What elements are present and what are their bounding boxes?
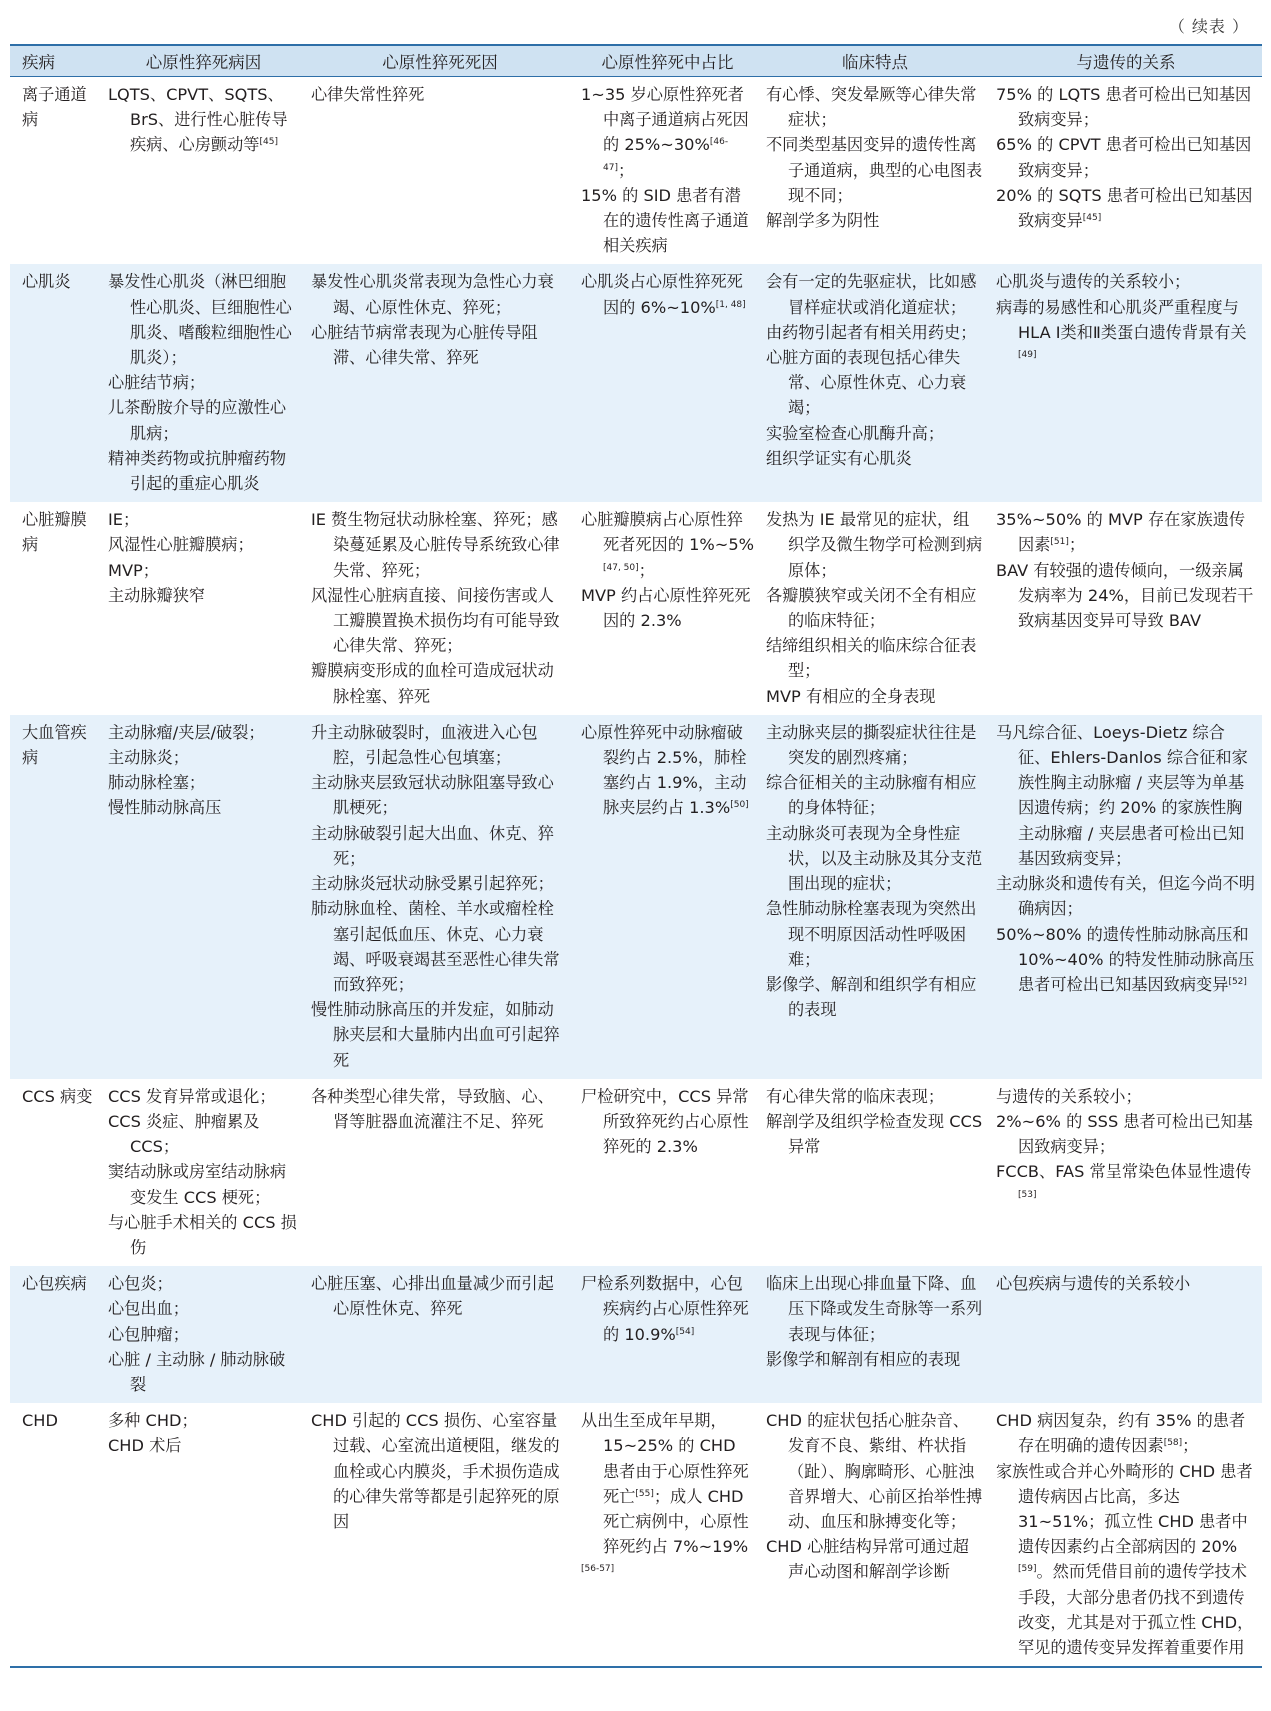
clinical-cell bbox=[760, 1079, 990, 1266]
cell-item bbox=[766, 1347, 984, 1372]
item-text: 儿茶酚胺介导的应激性心肌病； bbox=[108, 398, 287, 443]
cell-item bbox=[311, 269, 569, 319]
header-cause: 心原性猝死死因 bbox=[305, 45, 575, 77]
citation-ref: [1, 48] bbox=[715, 299, 746, 310]
cause-cell bbox=[305, 1266, 575, 1403]
citation-ref: [59] bbox=[1018, 1564, 1037, 1575]
item-text: 心包出血； bbox=[108, 1299, 189, 1319]
etiology-cell bbox=[102, 264, 305, 502]
cell-item bbox=[108, 82, 299, 158]
cell-item bbox=[766, 972, 984, 1022]
item-text: 心脏压塞、心排出血量减少而引起心原性休克、猝死 bbox=[311, 1274, 554, 1319]
cell-item bbox=[108, 446, 299, 496]
cell-item bbox=[766, 633, 984, 683]
citation-ref: [47, 50] bbox=[603, 562, 639, 573]
cell-item bbox=[108, 507, 299, 532]
cell-item bbox=[311, 507, 569, 583]
cell-item bbox=[311, 1271, 569, 1321]
item-text: 多种 CHD； bbox=[108, 1411, 198, 1431]
clinical-cell bbox=[760, 1403, 990, 1667]
cell-item bbox=[996, 82, 1256, 132]
cell-item bbox=[766, 132, 984, 208]
disease-cell: CHD bbox=[22, 1411, 58, 1431]
item-text: 1~35 岁心原性猝死者中离子通道病占死因的 25%~30% bbox=[581, 85, 749, 155]
table-row bbox=[10, 264, 1262, 502]
item-text: 肺动脉血栓、菌栓、羊水或瘤栓栓塞引起低血压、休克、心力衰竭、呼吸衰竭甚至恶性心律失常而致猝死； bbox=[311, 899, 560, 994]
cell-item bbox=[581, 507, 754, 583]
citation-ref: [56-57] bbox=[581, 1564, 615, 1575]
cell-item bbox=[766, 821, 984, 897]
item-text: 20% 的 SQTS 患者可检出已知基因致病变异 bbox=[996, 185, 1253, 231]
cell-item bbox=[996, 1271, 1256, 1296]
cell-item bbox=[311, 997, 569, 1073]
cell-item bbox=[766, 1534, 984, 1584]
item-text: 尸检系列数据中，心包疾病约占心原性猝死的 10.9% bbox=[581, 1274, 749, 1344]
cell-item bbox=[108, 269, 299, 370]
item-text-after: ； bbox=[617, 160, 635, 180]
item-text: 风湿性心脏病直接、间接伤害或人工瓣膜置换术损伤均有可能导致心律失常、猝死； bbox=[311, 585, 560, 656]
item-text: 主动脉炎； bbox=[108, 748, 189, 768]
cell-item bbox=[766, 208, 984, 233]
cell-item bbox=[766, 345, 984, 421]
citation-ref: [45] bbox=[1082, 213, 1102, 224]
table-header-row bbox=[10, 45, 1262, 77]
disease-cell: CCS 病变 bbox=[22, 1086, 93, 1106]
item-text: 心脏瓣膜病占心原性猝死者死因的 1%~5% bbox=[581, 510, 755, 555]
item-text-after: ；成人 CHD 死亡病例中，心原性猝死约占 7%~19% bbox=[603, 1486, 749, 1557]
cell-item bbox=[108, 1433, 299, 1458]
genetics-cell bbox=[990, 264, 1262, 502]
item-text: 2%~6% 的 SSS 患者可检出已知基因致病变异； bbox=[996, 1111, 1253, 1157]
etiology-cell bbox=[102, 715, 305, 1079]
citation-ref: [54] bbox=[675, 1326, 695, 1337]
cell-item bbox=[766, 684, 984, 709]
cell-item bbox=[108, 1210, 299, 1260]
cell-item bbox=[996, 1459, 1256, 1661]
cell-item bbox=[766, 269, 984, 319]
item-text: 临床上出现心排血量下降、血压下降或发生奇脉等一系列表现与体征； bbox=[766, 1274, 983, 1344]
item-text: 主动脉夹层的撕裂症状往往是突发的剧烈疼痛； bbox=[766, 722, 977, 768]
clinical-cell bbox=[760, 715, 990, 1079]
cell-item bbox=[766, 82, 984, 132]
proportion-cell bbox=[575, 502, 760, 715]
cell-item bbox=[766, 446, 984, 471]
item-text: 尸检研究中，CCS 异常所致猝死约占心原性猝死的 2.3% bbox=[581, 1086, 749, 1157]
cell-item bbox=[766, 1084, 984, 1109]
continued-label: （ 续表 ） bbox=[1168, 17, 1249, 36]
item-text: 各瓣膜狭窄或关闭不全有相应的临床特征； bbox=[766, 585, 977, 631]
item-text: 与遗传的关系较小； bbox=[996, 1086, 1142, 1106]
item-text: 解剖学及组织学检查发现 CCS 异常 bbox=[766, 1111, 983, 1157]
item-text: CHD 病因复杂，约有 35% 的患者存在明确的遗传因素 bbox=[996, 1411, 1246, 1456]
item-text: 主动脉破裂引起大出血、休克、猝死； bbox=[311, 823, 554, 868]
cause-cell bbox=[305, 502, 575, 715]
cell-item bbox=[581, 269, 754, 319]
item-text: 有心悸、突发晕厥等心律失常症状； bbox=[766, 85, 977, 130]
item-text: 15% 的 SID 患者有潜在的遗传性离子通道相关疾病 bbox=[581, 185, 749, 256]
item-text-after: ； bbox=[1182, 1436, 1199, 1456]
item-text: 慢性肺动脉高压的并发症，如肺动脉夹层和大量肺内出血可引起猝死 bbox=[311, 1000, 560, 1070]
cause-cell bbox=[305, 77, 575, 265]
item-text: 心律失常性猝死 bbox=[311, 85, 425, 104]
item-text: 影像学和解剖有相应的表现 bbox=[766, 1349, 961, 1369]
table-row bbox=[10, 715, 1262, 1079]
item-text-after: ； bbox=[638, 560, 655, 580]
cell-item bbox=[311, 658, 569, 708]
cell-item bbox=[766, 507, 984, 583]
cell-item bbox=[108, 1296, 299, 1321]
citation-ref: [58] bbox=[1163, 1438, 1183, 1449]
item-text: 病毒的易感性和心肌炎严重程度与 HLA Ⅰ类和Ⅱ类蛋白遗传背景有关 bbox=[996, 297, 1247, 342]
item-text: IE； bbox=[108, 510, 140, 530]
cell-item bbox=[581, 82, 754, 183]
cell-item bbox=[996, 132, 1256, 182]
cell-item bbox=[996, 1109, 1256, 1159]
etiology-cell bbox=[102, 77, 305, 265]
item-text: CHD 术后 bbox=[108, 1436, 182, 1456]
genetics-cell bbox=[990, 1266, 1262, 1403]
disease-cell: 大血管疾病 bbox=[22, 722, 87, 768]
header-genetics: 与遗传的关系 bbox=[990, 45, 1262, 77]
etiology-cell bbox=[102, 1079, 305, 1266]
item-text: MVP 约占心原性猝死死因的 2.3% bbox=[581, 585, 751, 631]
genetics-cell bbox=[990, 77, 1262, 265]
citation-ref: [52] bbox=[1228, 976, 1247, 987]
item-text: 心脏方面的表现包括心律失常、心原性休克、心力衰竭； bbox=[766, 348, 967, 418]
cell-item bbox=[581, 720, 754, 821]
proportion-cell bbox=[575, 1079, 760, 1266]
table-row bbox=[10, 502, 1262, 715]
item-text: CCS 发育异常或退化； bbox=[108, 1086, 276, 1106]
item-text: 暴发性心肌炎（淋巴细胞性心肌炎、巨细胞性心肌炎、嗜酸粒细胞性心肌炎）； bbox=[108, 272, 292, 368]
cause-cell bbox=[305, 715, 575, 1079]
item-text: 各种类型心律失常，导致脑、心、肾等脏器血流灌注不足、猝死 bbox=[311, 1086, 554, 1131]
item-text: IE 赘生物冠状动脉栓塞、猝死；感染蔓延累及心脏传导系统致心律失常、猝死； bbox=[311, 510, 560, 580]
cell-item bbox=[108, 1408, 299, 1433]
item-text: CCS 炎症、肿瘤累及 CCS； bbox=[108, 1111, 260, 1157]
disease-cell: 心脏瓣膜病 bbox=[22, 510, 87, 555]
item-text: CHD 的症状包括心脏杂音、发育不良、紫绀、杵状指（趾）、胸廓畸形、心脏浊音界增大、心前区抬举性搏动、血压和脉搏变化等； bbox=[766, 1411, 983, 1531]
cell-item bbox=[581, 1271, 754, 1347]
clinical-cell bbox=[760, 77, 990, 265]
cell-item bbox=[996, 295, 1256, 371]
cell-item bbox=[108, 795, 299, 820]
item-text: 综合征相关的主动脉瘤有相应的身体特征； bbox=[766, 773, 977, 818]
item-text: 慢性肺动脉高压 bbox=[108, 798, 222, 818]
cell-item bbox=[108, 1084, 299, 1109]
citation-ref: [53] bbox=[1018, 1189, 1037, 1200]
cell-item bbox=[108, 370, 299, 395]
cell-item bbox=[311, 583, 569, 659]
cell-item bbox=[581, 1084, 754, 1160]
cell-item bbox=[108, 532, 299, 557]
item-text: 35%~50% 的 MVP 存在家族遗传因素 bbox=[996, 510, 1246, 555]
item-text: 心肌炎占心原性猝死死因的 6%~10% bbox=[581, 272, 743, 317]
item-text: 家族性或合并心外畸形的 CHD 患者遗传病因占比高，多达 31~51%；孤立性 CHD 患者中遗传因素约占全部病因的 20% bbox=[996, 1461, 1253, 1557]
cell-item bbox=[996, 1408, 1256, 1458]
clinical-cell bbox=[760, 264, 990, 502]
item-text: 瓣膜病变形成的血栓可造成冠状动脉栓塞、猝死 bbox=[311, 661, 554, 706]
item-text: CHD 心脏结构异常可通过超声心动图和解剖学诊断 bbox=[766, 1537, 969, 1582]
disease-cell: 心肌炎 bbox=[22, 272, 71, 292]
cell-item bbox=[766, 1109, 984, 1159]
cell-item bbox=[766, 720, 984, 770]
genetics-cell bbox=[990, 1079, 1262, 1266]
cell-item bbox=[766, 1271, 984, 1347]
item-text: 主动脉炎冠状动脉受累引起猝死； bbox=[311, 874, 554, 894]
cause-cell bbox=[305, 264, 575, 502]
table-row bbox=[10, 77, 1262, 265]
item-text: BAV 有较强的遗传倾向，一级亲属发病率为 24%，目前已发现若干致病基因变异可导致 BAV bbox=[996, 560, 1254, 631]
item-text: 心脏结节病； bbox=[108, 373, 206, 393]
clinical-cell bbox=[760, 1266, 990, 1403]
cell-item bbox=[766, 583, 984, 633]
cell-item bbox=[996, 558, 1256, 634]
cell-item bbox=[311, 1408, 569, 1534]
cell-item bbox=[311, 720, 569, 770]
proportion-cell bbox=[575, 1266, 760, 1403]
proportion-cell bbox=[575, 264, 760, 502]
item-text: 风湿性心脏瓣膜病； bbox=[108, 535, 254, 555]
genetics-cell bbox=[990, 502, 1262, 715]
cell-item bbox=[996, 922, 1256, 998]
cell-item bbox=[311, 82, 569, 107]
header-proportion: 心原性猝死中占比 bbox=[575, 45, 760, 77]
cell-item bbox=[108, 1159, 299, 1209]
cell-item bbox=[108, 1271, 299, 1296]
proportion-cell bbox=[575, 1403, 760, 1667]
cell-item bbox=[108, 1347, 299, 1397]
cell-item bbox=[108, 770, 299, 795]
cell-item bbox=[766, 421, 984, 446]
item-text: 心包炎； bbox=[108, 1274, 173, 1294]
item-text: 解剖学多为阴性 bbox=[766, 211, 880, 231]
item-text: 主动脉炎可表现为全身性症状，以及主动脉及其分支范围出现的症状； bbox=[766, 823, 983, 894]
cause-cell bbox=[305, 1403, 575, 1667]
item-text: 心脏结节病常表现为心脏传导阻滞、心律失常、猝死 bbox=[311, 322, 538, 368]
cell-item bbox=[311, 1084, 569, 1134]
header-disease: 疾病 bbox=[10, 45, 102, 77]
cell-item bbox=[108, 395, 299, 445]
cell-item bbox=[581, 183, 754, 259]
item-text: 急性肺动脉栓塞表现为突然出现不明原因活动性呼吸困难； bbox=[766, 899, 977, 969]
item-text: MVP 有相应的全身表现 bbox=[766, 686, 936, 706]
cell-item bbox=[108, 1322, 299, 1347]
item-text: 主动脉夹层致冠状动脉阻塞导致心肌梗死； bbox=[311, 773, 554, 818]
header-clinical: 临床特点 bbox=[760, 45, 990, 77]
cell-item bbox=[311, 821, 569, 871]
proportion-cell bbox=[575, 715, 760, 1079]
cell-item bbox=[108, 583, 299, 608]
item-text: 马凡综合征、Loeys-Dietz 综合征、Ehlers-Danlos 综合征和家族性胸主动脉瘤 / 夹层等为单基因遗传病；约 20% 的家族性胸主动脉瘤 / 夹层患者可检出已知基因致病变异； bbox=[996, 722, 1248, 868]
header-etiology: 心原性猝死病因 bbox=[102, 45, 305, 77]
item-text: 窦结动脉或房室结动脉病变发生 CCS 梗死； bbox=[108, 1162, 287, 1207]
cause-cell bbox=[305, 1079, 575, 1266]
citation-ref: [45] bbox=[259, 137, 278, 148]
cell-item bbox=[766, 770, 984, 820]
item-text: 会有一定的先驱症状，比如感冒样症状或消化道症状； bbox=[766, 272, 977, 317]
cell-item bbox=[581, 583, 754, 633]
item-text: LQTS、CPVT、SQTS、BrS、进行性心脏传导疾病、心房颤动等 bbox=[108, 85, 288, 155]
cell-item bbox=[108, 1109, 299, 1159]
item-text: 精神类药物或抗肿瘤药物引起的重症心肌炎 bbox=[108, 448, 287, 494]
cell-item bbox=[996, 507, 1256, 557]
cell-item bbox=[766, 896, 984, 972]
table-row bbox=[10, 1403, 1262, 1667]
cell-item bbox=[108, 558, 299, 583]
item-text: 心原性猝死中动脉瘤破裂约占 2.5%，肺栓塞约占 1.9%，主动脉夹层约占 1.3% bbox=[581, 722, 747, 818]
item-text: 主动脉瓣狭窄 bbox=[108, 585, 206, 605]
item-text: 心包肿瘤； bbox=[108, 1324, 189, 1344]
cell-item bbox=[311, 896, 569, 997]
cell-item bbox=[996, 1084, 1256, 1109]
citation-ref: [46-47] bbox=[603, 137, 729, 173]
item-text: 影像学、解剖和组织学有相应的表现 bbox=[766, 974, 977, 1020]
citation-ref: [51] bbox=[1050, 537, 1069, 548]
item-text-after: 。然而凭借目前的遗传学技术手段，大部分患者仍找不到遗传改变，尤其是对于孤立性 CHD，罕见的遗传变异发挥着重要作用 bbox=[1018, 1562, 1254, 1657]
item-text-after: ； bbox=[1068, 535, 1086, 555]
cell-item bbox=[311, 770, 569, 820]
item-text: 心包疾病与遗传的关系较小 bbox=[996, 1274, 1191, 1294]
item-text: 暴发性心肌炎常表现为急性心力衰竭、心原性休克、猝死； bbox=[311, 272, 554, 317]
cell-item bbox=[581, 1559, 754, 1584]
etiology-table bbox=[10, 44, 1262, 1668]
item-text: 50%~80% 的遗传性肺动脉高压和 10%~40% 的特发性肺动脉高压患者可检出已知基因致病变异 bbox=[996, 924, 1255, 994]
item-text: 75% 的 LQTS 患者可检出已知基因致病变异； bbox=[996, 85, 1252, 130]
table-row bbox=[10, 1079, 1262, 1266]
proportion-cell bbox=[575, 77, 760, 265]
cell-item bbox=[108, 720, 299, 745]
cell-item bbox=[996, 871, 1256, 921]
cell-item bbox=[996, 183, 1256, 233]
item-text: 实验室检查心肌酶升高； bbox=[766, 423, 945, 443]
item-text: 有心律失常的临床表现； bbox=[766, 1086, 945, 1106]
cell-item bbox=[996, 1159, 1256, 1209]
cell-item bbox=[108, 745, 299, 770]
cell-item bbox=[766, 320, 984, 345]
item-text: 主动脉瘤/夹层/破裂； bbox=[108, 722, 265, 742]
citation-ref: [49] bbox=[1018, 350, 1037, 361]
disease-cell: 离子通道病 bbox=[22, 85, 87, 130]
item-text: 组织学证实有心肌炎 bbox=[766, 448, 912, 468]
item-text: 肺动脉栓塞； bbox=[108, 773, 206, 793]
item-text: 结缔组织相关的临床综合征表型； bbox=[766, 636, 977, 681]
item-text: 65% 的 CPVT 患者可检出已知基因致病变异； bbox=[996, 135, 1252, 180]
item-text: FCCB、FAS 常呈常染色体显性遗传 bbox=[996, 1162, 1252, 1182]
item-text: MVP； bbox=[108, 560, 159, 580]
genetics-cell bbox=[990, 1403, 1262, 1667]
cell-item bbox=[581, 1408, 754, 1559]
item-text: CHD 引起的 CCS 损伤、心室容量过载、心室流出道梗阻，继发的血栓或心内膜炎，手术损伤造成的心律失常等都是引起猝死的原因 bbox=[311, 1411, 560, 1531]
item-text: 心肌炎与遗传的关系较小； bbox=[996, 272, 1191, 292]
item-text: 主动脉炎和遗传有关，但迄今尚不明确病因； bbox=[996, 874, 1255, 919]
cell-item bbox=[766, 1408, 984, 1534]
cell-item bbox=[996, 269, 1256, 294]
clinical-cell bbox=[760, 502, 990, 715]
citation-ref: [55] bbox=[635, 1488, 654, 1499]
item-text: 由药物引起者有相关用药史； bbox=[766, 322, 977, 342]
cell-item bbox=[996, 720, 1256, 871]
item-text: 发热为 IE 最常见的症状，组织学及微生物学可检测到病原体； bbox=[766, 510, 983, 580]
item-text: 与心脏手术相关的 CCS 损伤 bbox=[108, 1212, 297, 1257]
item-text: 心脏 / 主动脉 / 肺动脉破裂 bbox=[108, 1349, 286, 1394]
disease-cell: 心包疾病 bbox=[22, 1274, 87, 1294]
genetics-cell bbox=[990, 715, 1262, 1079]
cell-item bbox=[311, 871, 569, 896]
etiology-cell bbox=[102, 502, 305, 715]
table-row bbox=[10, 1266, 1262, 1403]
citation-ref: [50] bbox=[730, 800, 749, 811]
etiology-cell bbox=[102, 1266, 305, 1403]
item-text: 升主动脉破裂时，血液进入心包腔，引起急性心包填塞； bbox=[311, 722, 538, 768]
etiology-cell bbox=[102, 1403, 305, 1667]
cell-item bbox=[311, 320, 569, 370]
item-text: 不同类型基因变异的遗传性离子通道病，典型的心电图表现不同； bbox=[766, 135, 983, 205]
item-text: 从出生至成年早期，15~25% 的 CHD 患者由于心原性猝死死亡 bbox=[581, 1411, 749, 1506]
